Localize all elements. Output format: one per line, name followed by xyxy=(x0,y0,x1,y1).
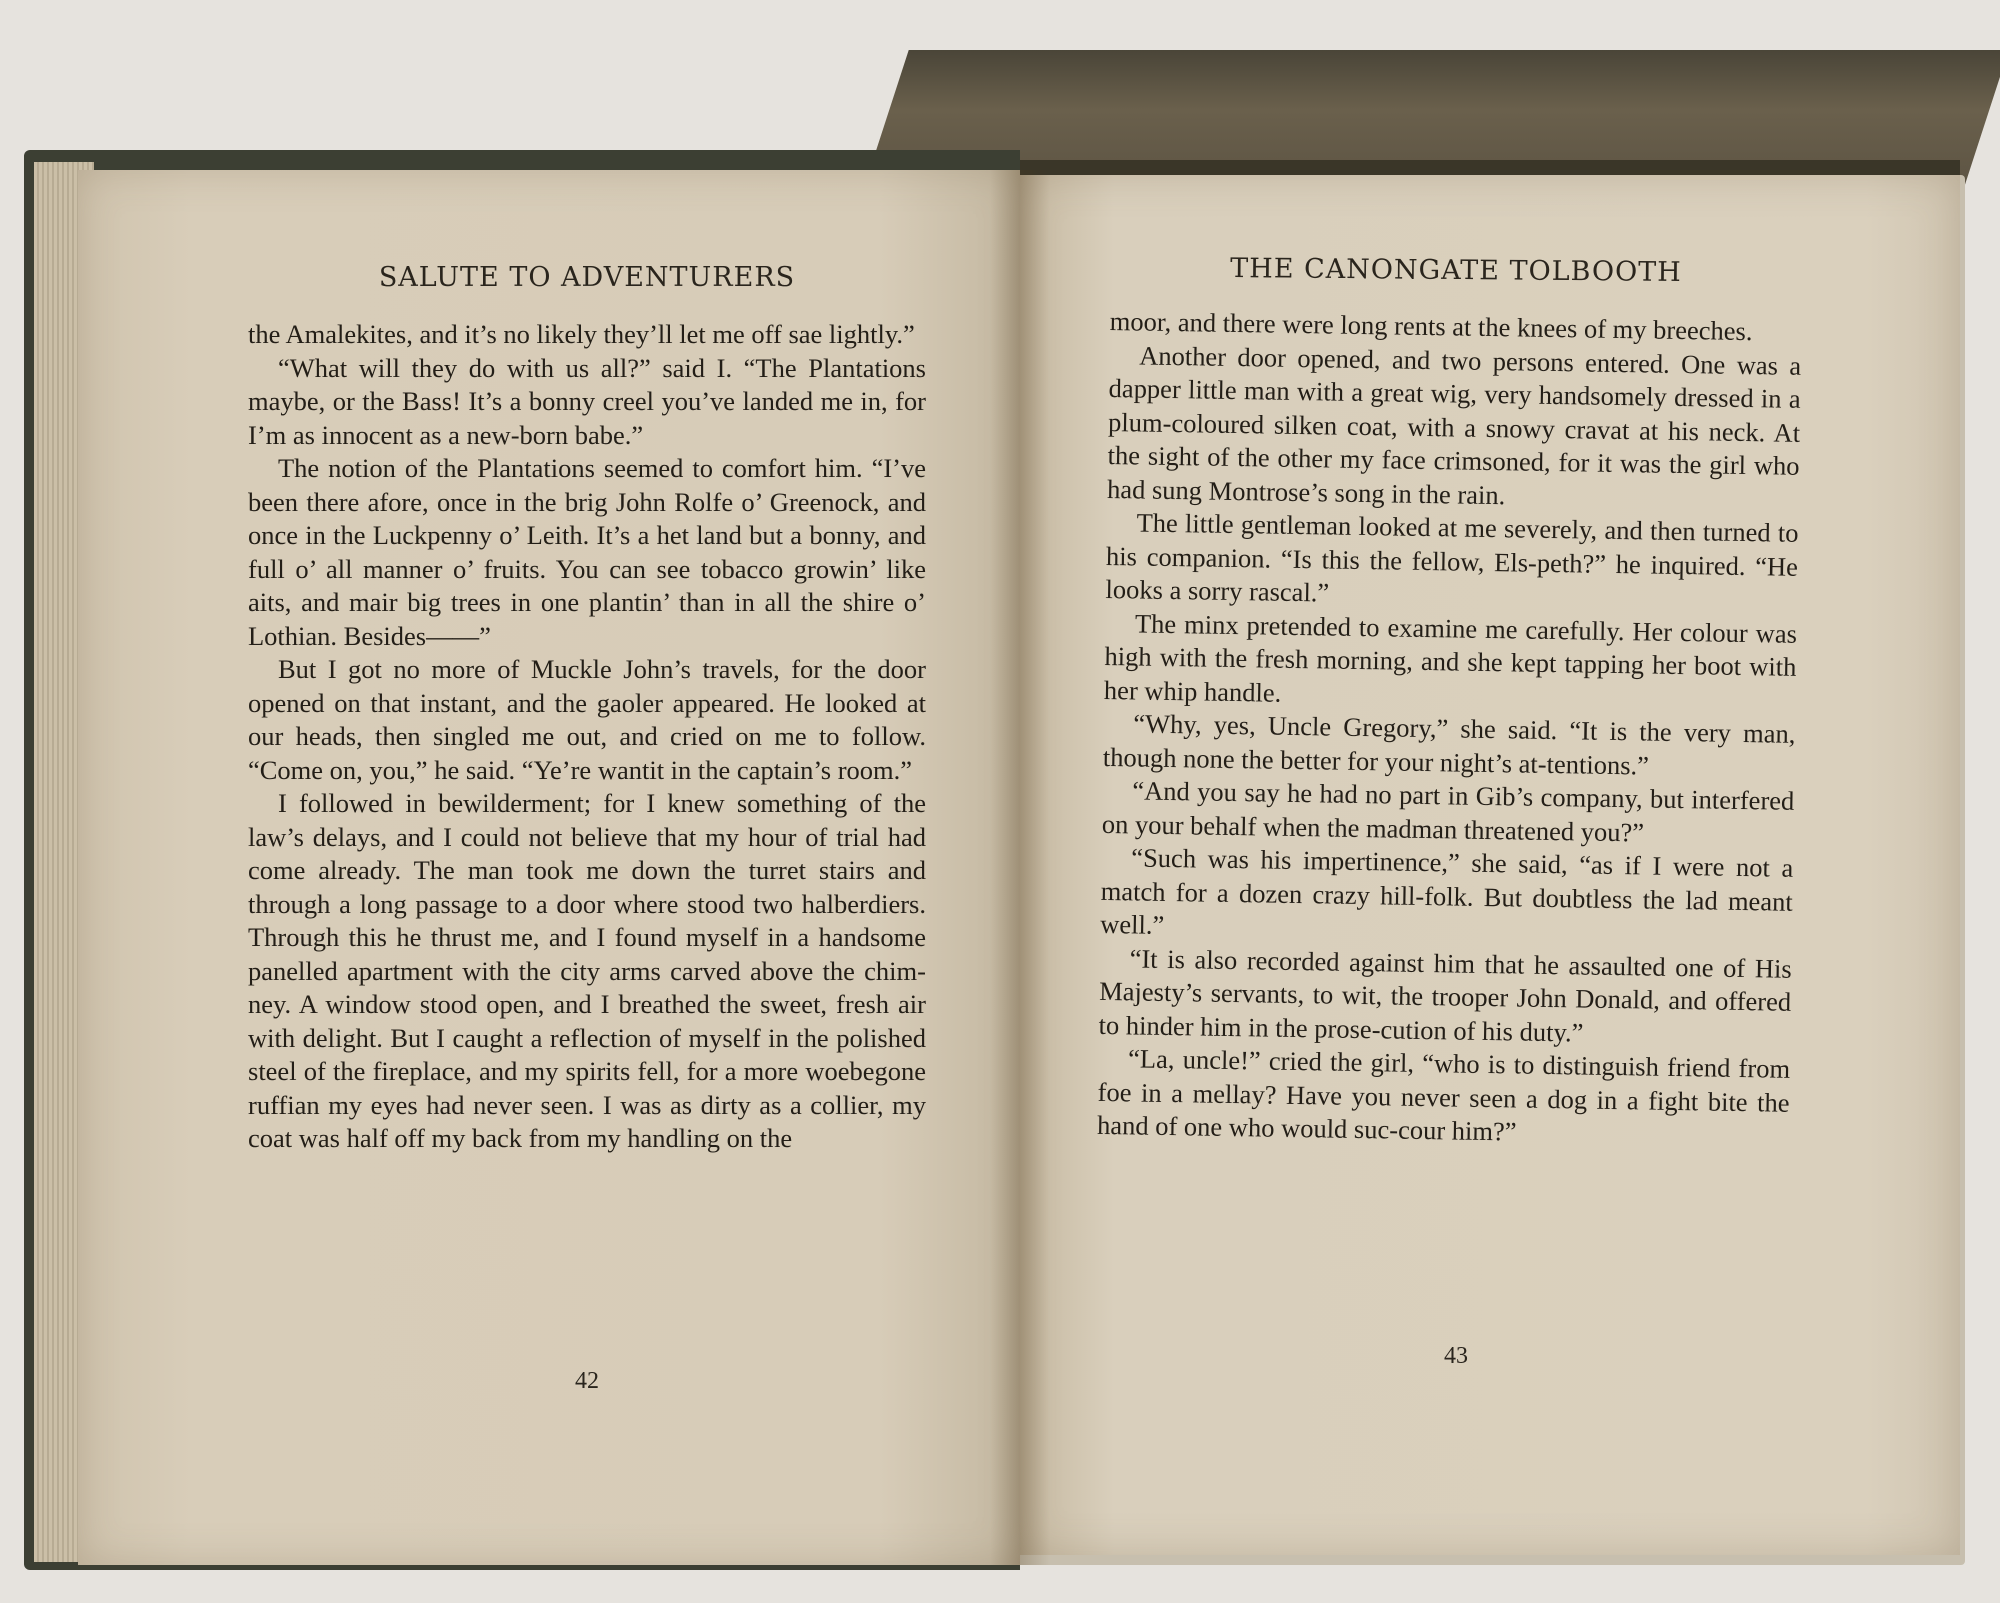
left-page-number: 42 xyxy=(575,1368,599,1394)
paragraph: “Such was his impertinence,” she said, “as if I were not a match for a dozen crazy hill-folk. But doubtless the lad meant well.” xyxy=(1100,842,1794,940)
right-running-head: THE CANONGATE TOLBOOTH xyxy=(1230,253,1682,288)
paragraph: But I got no more of Muckle John’s travels, for the door opened on that instant, and the gaoler appeared. He looked at our heads, then singled me out, and cried on me to follow. “Come on, you,” he said. “Ye’re wantit in the captain’s room.” xyxy=(248,654,926,785)
book-gutter xyxy=(990,170,1050,1565)
right-page-text xyxy=(1097,305,1802,1153)
paragraph: “What will they do with us all?” said I. “The Plantations maybe, or the Bass! It’s a bonny creel you’ve landed me in, for I’m as innocent as a new-born babe.” xyxy=(248,352,926,450)
left-page-text xyxy=(248,318,926,1156)
paragraph: “La, uncle!” cried the girl, “who is to distinguish friend from foe in a mellay? Have you never seen a dog in a fight bite the hand of one who would suc-cour him?” xyxy=(1096,1043,1791,1147)
paragraph: moor, and there were long rents at the knees of my breeches. xyxy=(1109,305,1753,347)
paragraph: The minx pretended to examine me carefully. Her colour was high with the fresh morning, and she kept tapping her boot with her whip handle. xyxy=(1103,607,1798,708)
paragraph: Another door opened, and two persons entered. One was a dapper little man with a great wig, very handsomely dressed in a plum-coloured silken coat, with a snowy cravat at his neck. At the sight of the other my face crimsoned, for it was the girl who had sung Montrose’s song in the rain. xyxy=(1106,339,1802,510)
paragraph: The little gentleman looked at me severely, and then turned to his companion. “Is this the fellow, Els-peth?” he inquired. “He looks a sorry rascal.” xyxy=(1105,507,1799,608)
paragraph: The notion of the Plantations seemed to comfort him. “I’ve been there afore, once in the brig John Rolfe o’ Greenock, and once in the Luckpenny o’ Leith. It’s a het land but a bonny, and full o’ all manner o’ fruits. You can see tobacco growin’ like aits, and mair big trees in one plantin’ than in all the shire o’ Lothian. Besides——” xyxy=(248,453,926,651)
left-running-head: SALUTE TO ADVENTURERS xyxy=(378,262,796,293)
paragraph: “And you say he had no part in Gib’s company, but interfered on your behalf when the madman threatened you?” xyxy=(1101,775,1795,847)
paragraph: I followed in bewilderment; for I knew something of the law’s delays, and I could not believe that my hour of trial had come already. The man took me down the turret stairs and through a long passage to a door where stood two halberdiers. Through this he thrust me, and I found myself in a handsome panelled apartment with the city arms carved above the chim-ney. A window stood open, and I breathed the sweet, fresh air with delight. But I caught a reflection of myself in the polished steel of the fireplace, and my spirits fell, for a more woebegone ruffian my eyes had never seen. I was as dirty as a collier, my coat was half off my back from my handling on the xyxy=(248,788,926,1153)
paragraph: “It is also recorded against him that he assaulted one of His Majesty’s servants, to wit, the trooper John Donald, and offered to hinder him in the prose-cution of his duty.” xyxy=(1098,942,1792,1048)
paragraph: the Amalekites, and it’s no likely they’ll let me off sae lightly.” xyxy=(248,319,915,349)
paragraph: “Why, yes, Uncle Gregory,” she said. “It is the very man, though none the better for your night’s at-tentions.” xyxy=(1102,708,1796,781)
right-page-number: 43 xyxy=(1444,1343,1468,1369)
